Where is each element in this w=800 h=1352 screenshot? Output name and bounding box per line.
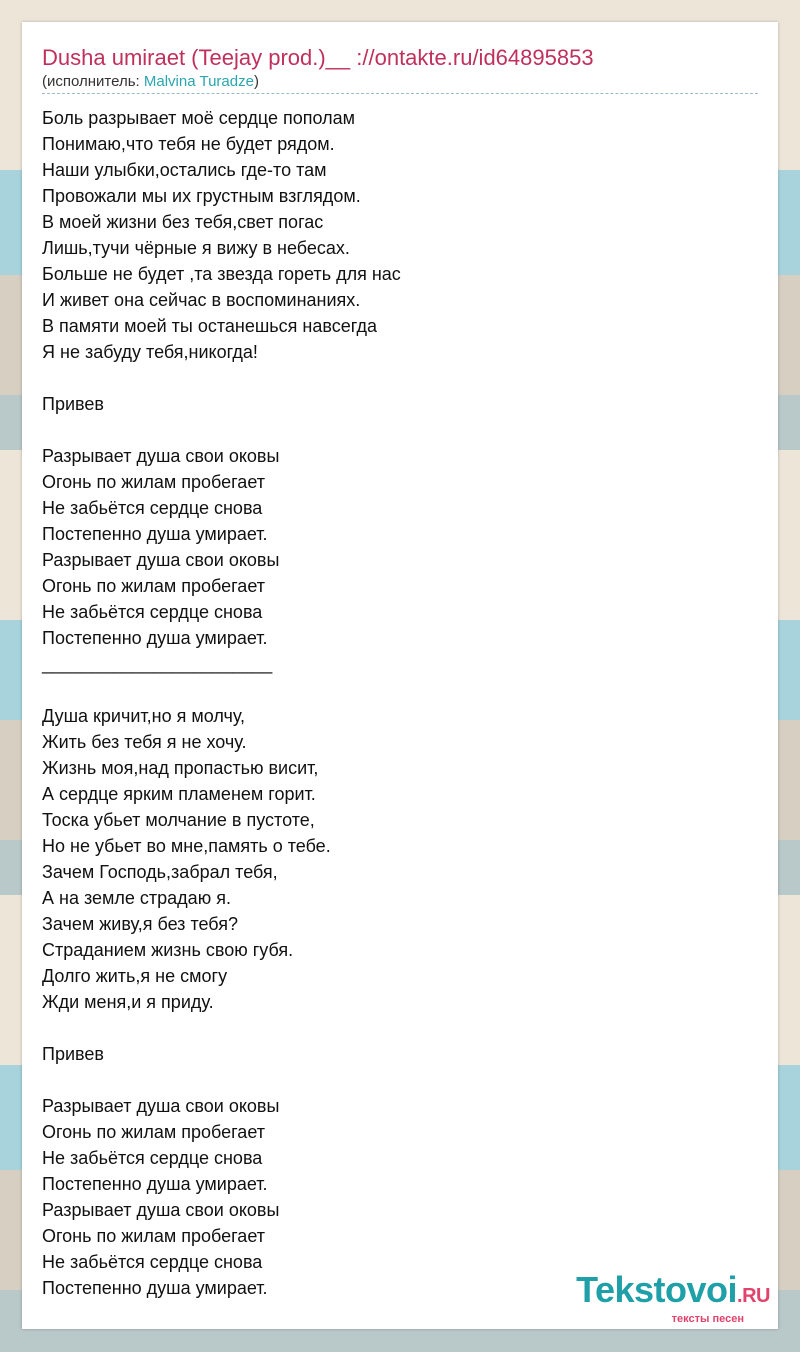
lyric-line: Боль разрывает моё сердце пополам — [42, 108, 355, 128]
lyric-line: Жить без тебя я не хочу. — [42, 732, 247, 752]
lyric-line: Разрывает душа свои оковы — [42, 550, 280, 570]
lyric-line: А на земле страдаю я. — [42, 888, 231, 908]
lyric-line: Постепенно душа умирает. — [42, 628, 268, 648]
lyric-line: Постепенно душа умирает. — [42, 1174, 268, 1194]
logo-main-text: Tekstovoi — [576, 1269, 738, 1310]
lyric-line: Огонь по жилам пробегает — [42, 1122, 265, 1142]
lyric-line: Душа кричит,но я молчу, — [42, 706, 246, 726]
lyric-line: Тоска убьет молчание в пустоте, — [42, 810, 315, 830]
lyric-line: Не забьётся сердце снова — [42, 498, 263, 518]
logo-subtitle: тексты песен — [671, 1313, 744, 1325]
lyric-line: Больше не будет ,та звезда гореть для нас — [42, 264, 401, 284]
lyric-line: Не забьётся сердце снова — [42, 1148, 263, 1168]
lyrics-text — [42, 105, 742, 1301]
lyric-line: Зачем Господь,забрал тебя, — [42, 862, 278, 882]
lyric-line: Наши улыбки,остались где-то там — [42, 160, 327, 180]
lyric-line — [42, 1015, 742, 1041]
lyric-line: Жди меня,и я приду. — [42, 992, 214, 1012]
lyric-line — [42, 677, 742, 703]
lyric-line: Страданием жизнь свою губя. — [42, 940, 294, 960]
lyric-line: Провожали мы их грустным взглядом. — [42, 186, 361, 206]
artist-line — [42, 72, 259, 92]
lyric-line: И живет она сейчас в воспоминаниях. — [42, 290, 361, 310]
title-separator — [42, 93, 758, 94]
lyric-line: Постепенно душа умирает. — [42, 524, 268, 544]
lyric-line: Не забьётся сердце снова — [42, 1252, 263, 1272]
lyrics-card — [22, 22, 778, 1329]
lyric-line: Зачем живу,я без тебя? — [42, 914, 238, 934]
lyric-line: Огонь по жилам пробегает — [42, 472, 265, 492]
artist-prefix: (исполнитель: — [42, 73, 144, 90]
lyric-line: Огонь по жилам пробегает — [42, 576, 265, 596]
lyric-line: Жизнь моя,над пропастью висит, — [42, 758, 319, 778]
site-logo[interactable] — [576, 1269, 770, 1325]
artist-link[interactable]: Malvina Turadze — [143, 73, 254, 90]
lyric-line: Не забьётся сердце снова — [42, 602, 263, 622]
lyric-line: Лишь,тучи чёрные я вижу в небесах. — [42, 238, 350, 258]
lyric-line: Огонь по жилам пробегает — [42, 1226, 265, 1246]
lyric-line: Привев — [42, 394, 104, 414]
lyric-line: Привев — [42, 1044, 104, 1064]
lyric-line: _______________________ — [42, 654, 273, 674]
song-title: Dusha umiraet (Teejay prod.)__ ://ontakte.ru/id64895853 — [42, 45, 594, 70]
lyric-line: Постепенно душа умирает. — [42, 1278, 268, 1298]
lyric-line: А сердце ярким пламенем горит. — [42, 784, 316, 804]
lyric-line: Разрывает душа свои оковы — [42, 1096, 280, 1116]
logo-tld: .RU — [737, 1285, 770, 1307]
artist-suffix: ) — [253, 73, 259, 90]
lyric-line — [42, 1067, 742, 1093]
lyric-line: В памяти моей ты останешься навсегда — [42, 316, 377, 336]
lyric-line: Я не забуду тебя,никогда! — [42, 342, 258, 362]
lyric-line — [42, 365, 742, 391]
lyric-line: Разрывает душа свои оковы — [42, 446, 280, 466]
lyric-line: В моей жизни без тебя,свет погас — [42, 212, 324, 232]
lyric-line: Долго жить,я не смогу — [42, 966, 228, 986]
lyric-line: Но не убьет во мне,память о тебе. — [42, 836, 331, 856]
lyric-line: Разрывает душа свои оковы — [42, 1200, 280, 1220]
lyric-line: Понимаю,что тебя не будет рядом. — [42, 134, 335, 154]
lyric-line — [42, 417, 742, 443]
